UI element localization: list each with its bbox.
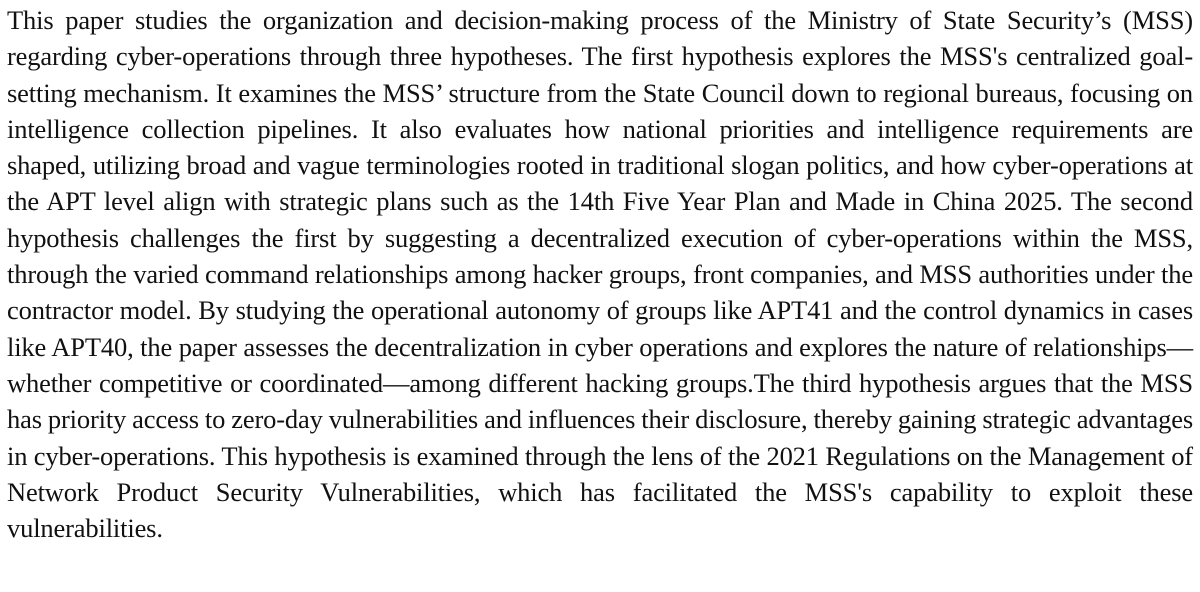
body-paragraph: This paper studies the organization and decision-making process of the Ministry of State Security’s (MSS) regarding cyber-operations through three hypotheses. The first hypothesis explores the MSS's centralized goal-setting mechanism. It examines the MSS’ structure from the State Council down to regional bureaus, focusing on intelligence collection pipelines. It also evaluates how national priorities and intelligence requirements are shaped, utilizing broad and vague terminologies rooted in traditional slogan politics, and how cyber-operations at the APT level align with strategic plans such as the 14th Five Year Plan and Made in China 2025. The second hypothesis challenges the first by suggesting a decentralized execution of cyber-operations within the MSS, through the varied command relationships among hacker groups, front companies, and MSS authorities under the contractor model. By studying the operational autonomy of groups like APT41 and the control dynamics in cases like APT40, the paper assesses the decentralization in cyber operations and explores the nature of relationships—whether competitive or coordinated—among different hacking groups.The third hypothesis argues that the MSS has priority access to zero-day vulnerabilities and influences their disclosure, thereby gaining strategic advantages in cyber-operations. This hypothesis is examined through the lens of the 2021 Regulations on the Management of Network Product Security Vulnerabilities, which has facilitated the MSS's capability to exploit these vulnerabilities. (7, 5, 1193, 544)
